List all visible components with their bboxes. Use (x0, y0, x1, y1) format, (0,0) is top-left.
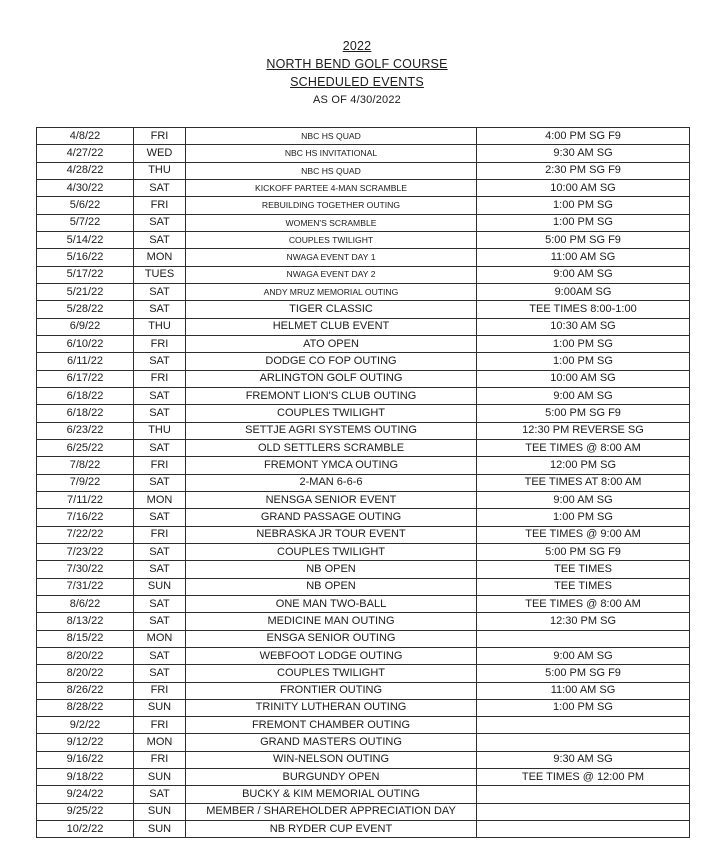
time-cell (477, 717, 690, 734)
event-cell: GRAND PASSAGE OUTING (186, 509, 477, 526)
time-cell (477, 786, 690, 803)
time-cell: 1:00 PM SG (477, 699, 690, 716)
event-cell: COUPLES TWILIGHT (186, 405, 477, 422)
table-row (37, 734, 690, 751)
date-cell: 8/26/22 (37, 682, 134, 699)
time-cell: 10:30 AM SG (477, 318, 690, 335)
date-cell: 9/25/22 (37, 803, 134, 820)
day-cell: SUN (134, 699, 186, 716)
day-cell: MON (134, 491, 186, 508)
time-cell: 1:00 PM SG (477, 353, 690, 370)
time-cell: TEE TIMES @ 8:00 AM (477, 595, 690, 612)
time-cell: 10:00 AM SG (477, 179, 690, 196)
date-cell: 8/20/22 (37, 665, 134, 682)
date-cell: 5/21/22 (37, 283, 134, 300)
table-row (37, 283, 690, 300)
day-cell: MON (134, 249, 186, 266)
time-cell: 2:30 PM SG F9 (477, 162, 690, 179)
table-row (37, 439, 690, 456)
table-row (37, 509, 690, 526)
day-cell: THU (134, 318, 186, 335)
event-cell: SETTJE AGRI SYSTEMS OUTING (186, 422, 477, 439)
event-cell: ANDY MRUZ MEMORIAL OUTING (186, 283, 477, 300)
date-cell: 7/31/22 (37, 578, 134, 595)
date-cell: 6/25/22 (37, 439, 134, 456)
table-row (37, 457, 690, 474)
date-cell: 4/28/22 (37, 162, 134, 179)
day-cell: SAT (134, 301, 186, 318)
event-cell: COUPLES TWILIGHT (186, 665, 477, 682)
event-cell: MEDICINE MAN OUTING (186, 613, 477, 630)
time-cell: 4:00 PM SG F9 (477, 128, 690, 145)
time-cell: 11:00 AM SG (477, 682, 690, 699)
day-cell: SAT (134, 647, 186, 664)
day-cell: TUES (134, 266, 186, 283)
table-row (37, 803, 690, 820)
date-cell: 4/27/22 (37, 145, 134, 162)
date-cell: 7/30/22 (37, 561, 134, 578)
table-row (37, 665, 690, 682)
time-cell: TEE TIMES (477, 578, 690, 595)
date-cell: 8/28/22 (37, 699, 134, 716)
date-cell: 6/17/22 (37, 370, 134, 387)
date-cell: 8/15/22 (37, 630, 134, 647)
day-cell: FRI (134, 682, 186, 699)
date-cell: 7/16/22 (37, 509, 134, 526)
time-cell: 9:30 AM SG (477, 751, 690, 768)
table-row (37, 422, 690, 439)
table-row (37, 682, 690, 699)
date-cell: 4/30/22 (37, 179, 134, 196)
table-row (37, 699, 690, 716)
time-cell: 5:00 PM SG F9 (477, 665, 690, 682)
table-row (37, 474, 690, 491)
event-cell: NBC HS INVITATIONAL (186, 145, 477, 162)
day-cell: SAT (134, 439, 186, 456)
time-cell: 1:00 PM SG (477, 197, 690, 214)
day-cell: SUN (134, 769, 186, 786)
date-cell: 6/9/22 (37, 318, 134, 335)
table-row (37, 301, 690, 318)
event-cell: NBC HS QUAD (186, 128, 477, 145)
table-row (37, 751, 690, 768)
time-cell: TEE TIMES @ 9:00 AM (477, 526, 690, 543)
day-cell: SAT (134, 231, 186, 248)
table-row (37, 561, 690, 578)
day-cell: SAT (134, 387, 186, 404)
event-cell: OLD SETTLERS SCRAMBLE (186, 439, 477, 456)
event-cell: NWAGA EVENT DAY 2 (186, 266, 477, 283)
table-row (37, 353, 690, 370)
time-cell: TEE TIMES 8:00-1:00 (477, 301, 690, 318)
day-cell: FRI (134, 526, 186, 543)
date-cell: 8/20/22 (37, 647, 134, 664)
date-cell: 9/12/22 (37, 734, 134, 751)
time-cell (477, 803, 690, 820)
day-cell: SAT (134, 543, 186, 560)
event-cell: DODGE CO FOP OUTING (186, 353, 477, 370)
doc-subtitle: SCHEDULED EVENTS (290, 75, 424, 89)
event-cell: NB OPEN (186, 561, 477, 578)
date-cell: 7/22/22 (37, 526, 134, 543)
table-row (37, 595, 690, 612)
event-cell: BURGUNDY OPEN (186, 769, 477, 786)
date-cell: 7/8/22 (37, 457, 134, 474)
date-cell: 6/11/22 (37, 353, 134, 370)
day-cell: SAT (134, 214, 186, 231)
table-row (37, 786, 690, 803)
table-row (37, 318, 690, 335)
table-row (37, 491, 690, 508)
time-cell: 9:00 AM SG (477, 266, 690, 283)
event-cell: ENSGA SENIOR OUTING (186, 630, 477, 647)
date-cell: 10/2/22 (37, 821, 134, 838)
time-cell (477, 630, 690, 647)
time-cell (477, 821, 690, 838)
time-cell: 11:00 AM SG (477, 249, 690, 266)
date-cell: 5/6/22 (37, 197, 134, 214)
day-cell: FRI (134, 717, 186, 734)
event-cell: NB RYDER CUP EVENT (186, 821, 477, 838)
event-cell: NWAGA EVENT DAY 1 (186, 249, 477, 266)
event-cell: KICKOFF PARTEE 4-MAN SCRAMBLE (186, 179, 477, 196)
date-cell: 6/18/22 (37, 405, 134, 422)
event-cell: WEBFOOT LODGE OUTING (186, 647, 477, 664)
day-cell: SAT (134, 786, 186, 803)
scheduled-events-table (36, 127, 690, 838)
event-cell: NBC HS QUAD (186, 162, 477, 179)
table-row (37, 630, 690, 647)
date-cell: 9/2/22 (37, 717, 134, 734)
time-cell: 5:00 PM SG F9 (477, 405, 690, 422)
table-row (37, 266, 690, 283)
event-cell: TRINITY LUTHERAN OUTING (186, 699, 477, 716)
time-cell: 9:30 AM SG (477, 145, 690, 162)
table-row (37, 249, 690, 266)
event-cell: FREMONT CHAMBER OUTING (186, 717, 477, 734)
doc-year: 2022 (342, 39, 372, 53)
event-cell: 2-MAN 6-6-6 (186, 474, 477, 491)
date-cell: 4/8/22 (37, 128, 134, 145)
table-row (37, 335, 690, 352)
time-cell: TEE TIMES (477, 561, 690, 578)
document-header (0, 37, 714, 109)
table-row (37, 613, 690, 630)
date-cell: 8/13/22 (37, 613, 134, 630)
day-cell: MON (134, 734, 186, 751)
event-cell: NEBRASKA JR TOUR EVENT (186, 526, 477, 543)
time-cell: 10:00 AM SG (477, 370, 690, 387)
table-row (37, 128, 690, 145)
day-cell: FRI (134, 128, 186, 145)
day-cell: SAT (134, 179, 186, 196)
day-cell: THU (134, 422, 186, 439)
event-cell: REBUILDING TOGETHER OUTING (186, 197, 477, 214)
table-row (37, 179, 690, 196)
date-cell: 9/24/22 (37, 786, 134, 803)
day-cell: FRI (134, 457, 186, 474)
day-cell: SUN (134, 821, 186, 838)
date-cell: 6/18/22 (37, 387, 134, 404)
table-row (37, 578, 690, 595)
date-cell: 5/7/22 (37, 214, 134, 231)
date-cell: 5/28/22 (37, 301, 134, 318)
day-cell: SAT (134, 283, 186, 300)
time-cell: TEE TIMES AT 8:00 AM (477, 474, 690, 491)
time-cell: 9:00AM SG (477, 283, 690, 300)
time-cell: 1:00 PM SG (477, 214, 690, 231)
event-cell: FREMONT YMCA OUTING (186, 457, 477, 474)
table-row (37, 543, 690, 560)
table-row (37, 405, 690, 422)
time-cell: TEE TIMES @ 8:00 AM (477, 439, 690, 456)
day-cell: THU (134, 162, 186, 179)
table-row (37, 370, 690, 387)
table-row (37, 162, 690, 179)
day-cell: SAT (134, 613, 186, 630)
day-cell: WED (134, 145, 186, 162)
table-row (37, 526, 690, 543)
event-cell: ONE MAN TWO-BALL (186, 595, 477, 612)
day-cell: SAT (134, 509, 186, 526)
table-row (37, 769, 690, 786)
day-cell: SAT (134, 353, 186, 370)
day-cell: SAT (134, 474, 186, 491)
table-row (37, 717, 690, 734)
time-cell: 9:00 AM SG (477, 387, 690, 404)
event-cell: FREMONT LION'S CLUB OUTING (186, 387, 477, 404)
event-cell: COUPLES TWILIGHT (186, 543, 477, 560)
event-cell: ARLINGTON GOLF OUTING (186, 370, 477, 387)
event-cell: WOMEN'S SCRAMBLE (186, 214, 477, 231)
date-cell: 7/23/22 (37, 543, 134, 560)
date-cell: 5/14/22 (37, 231, 134, 248)
day-cell: FRI (134, 335, 186, 352)
date-cell: 9/18/22 (37, 769, 134, 786)
time-cell: 5:00 PM SG F9 (477, 543, 690, 560)
event-cell: WIN-NELSON OUTING (186, 751, 477, 768)
day-cell: SAT (134, 665, 186, 682)
time-cell: 9:00 AM SG (477, 647, 690, 664)
time-cell: 12:30 PM SG (477, 613, 690, 630)
date-cell: 6/10/22 (37, 335, 134, 352)
time-cell: 9:00 AM SG (477, 491, 690, 508)
event-cell: NB OPEN (186, 578, 477, 595)
day-cell: SAT (134, 561, 186, 578)
event-cell: ATO OPEN (186, 335, 477, 352)
event-cell: TIGER CLASSIC (186, 301, 477, 318)
date-cell: 8/6/22 (37, 595, 134, 612)
table-row (37, 214, 690, 231)
time-cell: 12:00 PM SG (477, 457, 690, 474)
day-cell: FRI (134, 370, 186, 387)
day-cell: FRI (134, 751, 186, 768)
table-row (37, 387, 690, 404)
table-row (37, 145, 690, 162)
event-cell: MEMBER / SHAREHOLDER APPRECIATION DAY (186, 803, 477, 820)
date-cell: 5/17/22 (37, 266, 134, 283)
time-cell: 1:00 PM SG (477, 335, 690, 352)
date-cell: 6/23/22 (37, 422, 134, 439)
table-row (37, 647, 690, 664)
time-cell: 5:00 PM SG F9 (477, 231, 690, 248)
event-cell: COUPLES TWILIGHT (186, 231, 477, 248)
date-cell: 7/11/22 (37, 491, 134, 508)
day-cell: SAT (134, 405, 186, 422)
doc-as-of-date: AS OF 4/30/2022 (313, 94, 401, 106)
table-row (37, 197, 690, 214)
day-cell: MON (134, 630, 186, 647)
day-cell: SUN (134, 803, 186, 820)
event-cell: FRONTIER OUTING (186, 682, 477, 699)
day-cell: SAT (134, 595, 186, 612)
event-cell: HELMET CLUB EVENT (186, 318, 477, 335)
time-cell: 1:00 PM SG (477, 509, 690, 526)
time-cell (477, 734, 690, 751)
table-row (37, 821, 690, 838)
day-cell: SUN (134, 578, 186, 595)
event-cell: GRAND MASTERS OUTING (186, 734, 477, 751)
day-cell: FRI (134, 197, 186, 214)
date-cell: 7/9/22 (37, 474, 134, 491)
date-cell: 9/16/22 (37, 751, 134, 768)
time-cell: 12:30 PM REVERSE SG (477, 422, 690, 439)
table-row (37, 231, 690, 248)
event-cell: NENSGA SENIOR EVENT (186, 491, 477, 508)
doc-title: NORTH BEND GOLF COURSE (266, 57, 448, 71)
time-cell: TEE TIMES @ 12:00 PM (477, 769, 690, 786)
date-cell: 5/16/22 (37, 249, 134, 266)
event-cell: BUCKY & KIM MEMORIAL OUTING (186, 786, 477, 803)
